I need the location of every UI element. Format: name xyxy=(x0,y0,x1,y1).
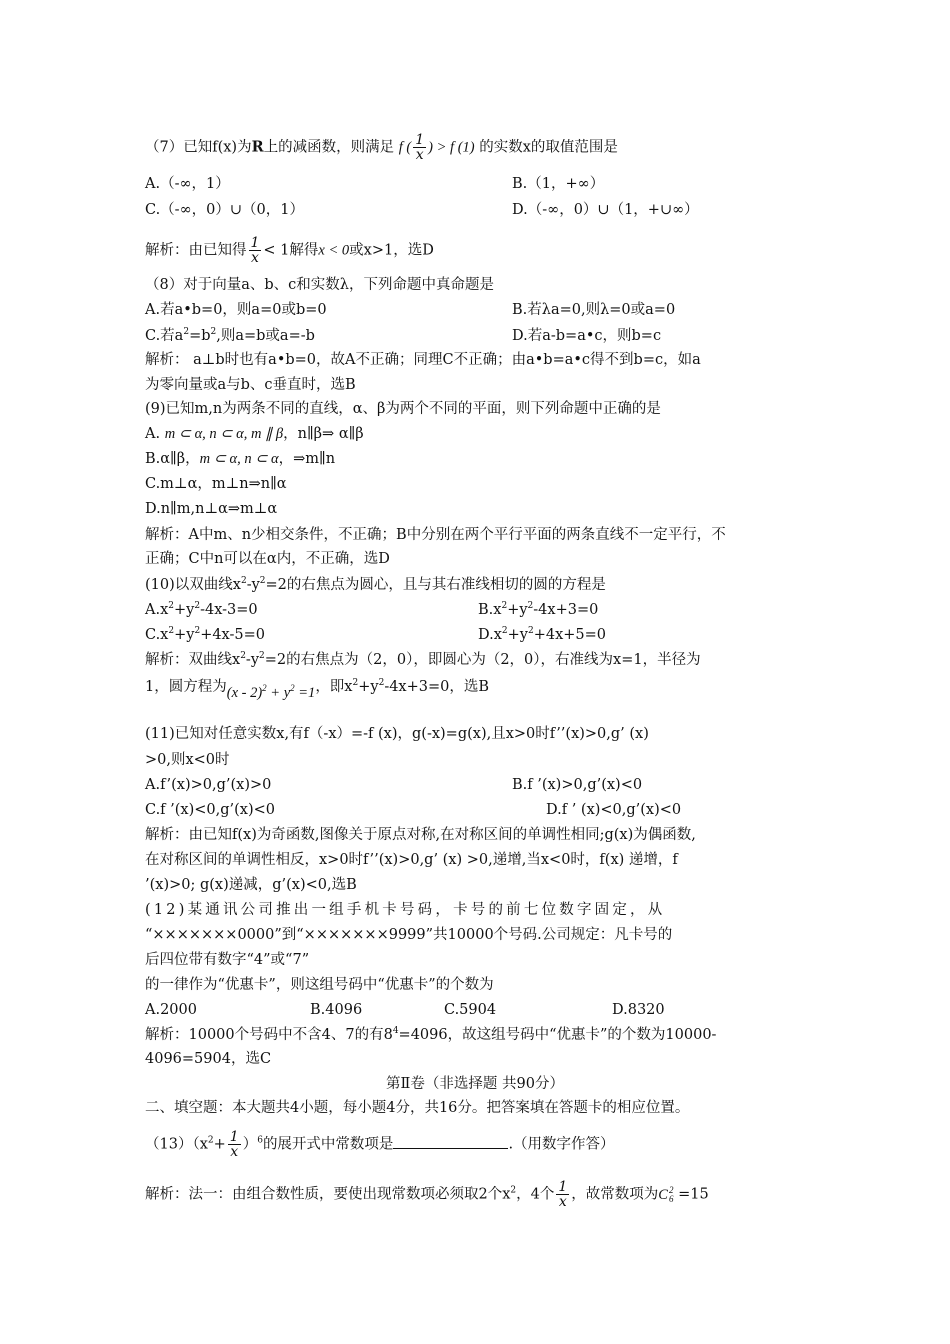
q10-b-sup-b: 2 xyxy=(527,601,534,612)
q13-ans-sup2: 2 xyxy=(510,1185,517,1196)
q10-answer-line2 xyxy=(145,677,490,701)
q10-b-p1: +y xyxy=(507,602,528,618)
q10-b-p0: B.x xyxy=(478,602,502,618)
q10-a-p1: +y xyxy=(174,602,195,618)
q13-fraction xyxy=(228,1130,241,1159)
q13-plus: + xyxy=(213,1136,226,1153)
q7-stem-pre: （7）已知f(x)为 xyxy=(145,139,252,156)
q13-sup2: 2 xyxy=(207,1135,214,1146)
q10-ans2-pre: 1，圆方程为 xyxy=(145,679,227,695)
q12-option-a: A.2000 xyxy=(145,1002,197,1018)
q7-answer xyxy=(145,236,434,265)
q7-answer-pre: 解析：由已知得 xyxy=(145,242,247,259)
q10-stem-post: =2的右焦点为圆心，且与其右准线相切的圆的方程是 xyxy=(265,577,606,593)
q7-frac-num: 1 xyxy=(415,132,425,148)
q10-eq-sup-b: 2 xyxy=(290,683,295,694)
q7-R: R xyxy=(251,138,264,156)
q8-answer-line2: 为零向量或a与b、c垂直时，选B xyxy=(145,377,356,393)
q11-option-a: A.f’(x)>0,g’(x)>0 xyxy=(145,777,272,793)
q13-frac-num: 1 xyxy=(229,1129,239,1145)
q10-a-sup-b: 2 xyxy=(194,601,201,612)
q10-a-sup-a: 2 xyxy=(168,601,174,612)
q10-stem-sup-a: 2 xyxy=(240,576,247,587)
q7-f-open: f ( xyxy=(398,139,412,156)
q13-answer-blank[interactable] xyxy=(393,1134,508,1149)
q12-stem-line4: 的一律作为“优惠卡”，则这组号码中“优惠卡”的个数为 xyxy=(145,977,494,993)
q7-answer-x: x < 0 xyxy=(318,242,350,259)
q10-c-p2: +4x-5=0 xyxy=(200,627,265,643)
q10-ans2-mid2: +y xyxy=(358,679,379,695)
q7-f-close: ) > f (1) xyxy=(428,139,475,156)
q9-a-math: m ⊂ α, n ⊂ α, m ∥ β xyxy=(164,426,284,442)
q13-paren: ） xyxy=(242,1136,258,1153)
q8-stem: （8）对于向量a、b、c和实数λ，下列命题中真命题是 xyxy=(145,277,494,293)
q10-ans1-sup-a: 2 xyxy=(240,651,246,662)
q10-ans1-mid: -y xyxy=(245,652,260,668)
q11-option-b: B.f ’(x)>0,g’(x)<0 xyxy=(512,777,643,793)
q9-b-pre: B.α∥β， xyxy=(145,451,200,467)
q7-option-a: A.（-∞，1） xyxy=(145,176,230,192)
q13-comb-C: C xyxy=(658,1186,668,1203)
q10-b-sup-a: 2 xyxy=(501,601,508,612)
q9-a-post: ，n∥β⇒ α∥β xyxy=(283,426,364,442)
q10-ans2-post: -4x+3=0，选B xyxy=(384,679,490,695)
q10-eq-c: =1 xyxy=(294,685,316,701)
q9-option-d: D.n∥m,n⊥α⇒m⊥α xyxy=(145,501,278,517)
q10-a-p0: A.x xyxy=(145,602,169,618)
q7-stem-mid: 上的减函数，则满足 xyxy=(263,139,395,156)
q13-ans-frac-den: x xyxy=(558,1194,567,1210)
q10-ans2-sup-b: 2 xyxy=(378,678,385,689)
q13-ans-mid2: ，故常数项为 xyxy=(571,1186,659,1203)
q12-ans1-pre: 解析：10000个号码中不含4、7的有8 xyxy=(145,1027,393,1043)
q10-c-p1: +y xyxy=(174,627,195,643)
q13-ans-post: =15 xyxy=(673,1186,709,1203)
q10-d-p0: D.x xyxy=(478,627,502,643)
q9-a-pre: A. xyxy=(145,426,165,442)
q9-option-b xyxy=(145,449,335,469)
q10-ans1-post: =2的右焦点为（2，0），即圆心为（2，0），右准线为x=1，半径为 xyxy=(264,652,701,668)
q10-ans2-sup-a: 2 xyxy=(352,678,359,689)
q10-a-p2: -4x-3=0 xyxy=(200,602,258,618)
q13-answer xyxy=(145,1180,709,1209)
q13-combination xyxy=(658,1187,673,1203)
q13-comb-sup: 2 xyxy=(668,1185,674,1196)
q9-option-c: C.m⊥α，m⊥n⇒n∥α xyxy=(145,476,287,492)
q11-answer-line3: ’(x)>0; g(x)递减，g’(x)<0,选B xyxy=(145,877,357,893)
part2-intro: 二、填空题：本大题共4小题，每小题4分，共16分。把答案填在答题卡的相应位置。 xyxy=(145,1100,690,1116)
q13-ans-mid: ，4个 xyxy=(516,1186,555,1203)
q9-answer-line2: 正确；C中n可以在α内，不正确，选D xyxy=(145,551,390,567)
q12-stem-line2: “×××××××0000”到“×××××××9999”共10000个号码.公司规定：凡卡号的 xyxy=(145,927,673,943)
q10-d-p2: +4x+5=0 xyxy=(533,627,607,643)
q12-option-c: C.5904 xyxy=(444,1002,497,1018)
q12-answer-line2: 4096=5904，选C xyxy=(145,1051,272,1067)
q8-c-mid: =b xyxy=(189,328,211,344)
q7-option-d: D.（-∞，0）∪（1，+∪∞） xyxy=(512,202,699,218)
q7-answer-fraction xyxy=(249,236,262,265)
q7-frac-den: x xyxy=(415,147,424,163)
q7-option-c: C.（-∞，0）∪（0，1） xyxy=(145,202,304,218)
q10-ans2-mid: ，即x xyxy=(315,679,353,695)
q13-ans-frac-num: 1 xyxy=(558,1179,568,1195)
q13-pre: （13）（x xyxy=(145,1136,208,1153)
q9-b-math: m ⊂ α, n ⊂ α xyxy=(199,451,279,467)
q7-answer-mid: < 1解得 xyxy=(263,242,319,259)
q9-stem: (9)已知m,n为两条不同的直线，α、β为两个不同的平面，则下列命题中正确的是 xyxy=(145,401,661,417)
q7-stem xyxy=(145,133,618,162)
part2-title: 第Ⅱ卷（非选择题 共90分） xyxy=(386,1076,564,1092)
q13-comb-sub: 6 xyxy=(668,1194,674,1205)
q13-ans-pre: 解析：法一：由组合数性质，要使出现常数项必须取2个x xyxy=(145,1186,511,1203)
q8-option-b: B.若λa=0,则λ=0或a=0 xyxy=(512,302,676,318)
q10-eq-sup-a: 2 xyxy=(262,683,267,694)
q13-ans-fraction xyxy=(556,1180,569,1209)
q10-c-p0: C.x xyxy=(145,627,169,643)
q10-option-a xyxy=(145,600,258,620)
q11-answer-line1: 解析：由已知f(x)为奇函数,图像关于原点对称,在对称区间的单调性相同;g(x)为偶函数, xyxy=(145,827,696,843)
q13-stem xyxy=(145,1130,615,1159)
q10-d-p1: +y xyxy=(507,627,528,643)
q12-ans1-post: =4096，故这组号码中“优惠卡”的个数为10000- xyxy=(398,1027,717,1043)
q8-c-sup-a: 2 xyxy=(183,327,190,338)
q10-stem xyxy=(145,575,606,595)
q10-stem-sup-b: 2 xyxy=(259,576,266,587)
q9-b-post: ，⇒m∥n xyxy=(278,451,336,467)
q11-answer-line2: 在对称区间的单调性相反，x>0时f’’(x)>0,g’ (x) >0,递增,当x<0时，f(x) 递增，f xyxy=(145,852,678,868)
q10-eq-b: + y xyxy=(266,685,291,701)
q8-option-a: A.若a•b=0，则a=0或b=0 xyxy=(145,302,327,318)
q11-stem-line2: >0,则x<0时 xyxy=(145,752,230,768)
q10-circle-equation xyxy=(227,685,316,701)
q11-option-c: C.f ’(x)<0,g’(x)<0 xyxy=(145,802,276,818)
q12-stem-line1: (12)某通讯公司推出一组手机卡号码，卡号的前七位数字固定，从 xyxy=(145,902,666,918)
q10-ans1-pre: 解析：双曲线x xyxy=(145,652,241,668)
q8-c-post: ,则a=b或a=-b xyxy=(216,328,315,344)
q8-option-d: D.若a-b=a•c，则b=c xyxy=(512,328,662,344)
q10-ans1-sup-b: 2 xyxy=(259,651,265,662)
q11-option-d: D.f ’ (x)<0,g’(x)<0 xyxy=(546,802,682,818)
q13-frac-den: x xyxy=(230,1144,239,1160)
q8-c-sup-b: 2 xyxy=(210,327,217,338)
q13-post2: .（用数字作答） xyxy=(508,1136,615,1153)
q12-answer-line1 xyxy=(145,1025,716,1045)
q10-d-sup-a: 2 xyxy=(501,626,508,637)
q8-option-c xyxy=(145,326,315,346)
q7-answer-num: 1 xyxy=(250,235,260,251)
q7-option-b: B.（1，+∞） xyxy=(512,176,605,192)
q10-stem-mid: -y xyxy=(246,577,260,593)
q7-fraction xyxy=(413,133,426,162)
q10-c-sup-b: 2 xyxy=(194,626,201,637)
q10-eq-a: (x - 2) xyxy=(226,685,263,701)
q11-stem-line1: (11)已知对任意实数x,有f（-x）=-f (x)，g(-x)=g(x),且x>0时f’’(x)>0,g’ (x) xyxy=(145,726,649,742)
q13-sup6: 6 xyxy=(257,1135,263,1146)
q13-post1: 的展开式中常数项是 xyxy=(262,1136,394,1153)
q8-c-pre: C.若a xyxy=(145,328,184,344)
q10-answer-line1 xyxy=(145,650,701,670)
q12-option-d: D.8320 xyxy=(612,1002,665,1018)
q9-answer-line1: 解析：A中m、n少相交条件，不正确；B中分别在两个平行平面的两条直线不一定平行，不 xyxy=(145,527,726,543)
q10-stem-pre: (10)以双曲线x xyxy=(145,577,241,593)
q9-option-a xyxy=(145,424,364,444)
q10-option-b xyxy=(478,600,598,620)
q10-c-sup-a: 2 xyxy=(168,626,175,637)
q10-d-sup-b: 2 xyxy=(527,626,534,637)
q12-ans1-sup: 4 xyxy=(392,1026,399,1037)
q7-answer-den: x xyxy=(251,250,259,266)
q7-answer-post: 或x>1，选D xyxy=(349,242,434,259)
q7-stem-post: 的实数x的取值范围是 xyxy=(479,139,618,156)
q10-option-d xyxy=(478,625,606,645)
q10-b-p2: -4x+3=0 xyxy=(533,602,599,618)
q12-option-b: B.4096 xyxy=(310,1002,363,1018)
q12-stem-line3: 后四位带有数字“4”或“7” xyxy=(145,952,310,968)
q8-answer-line1: 解析： a⊥b时也有a•b=0，故A不正确；同理C不正确；由a•b=a•c得不到b=c，如a xyxy=(145,352,701,368)
q10-option-c xyxy=(145,625,265,645)
